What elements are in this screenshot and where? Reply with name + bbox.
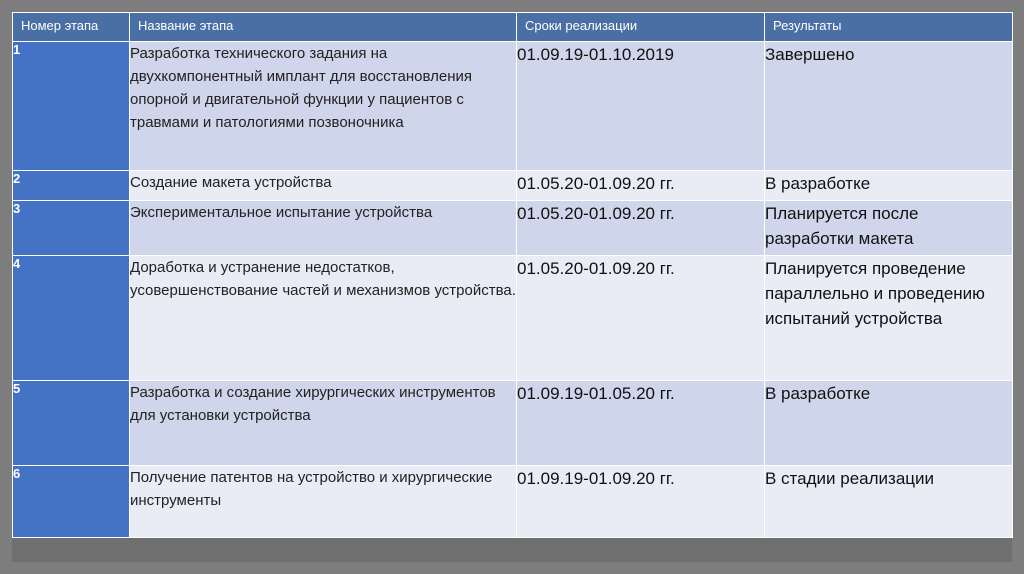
stage-number: 2 xyxy=(13,171,130,201)
stage-number: 6 xyxy=(13,466,130,538)
table-row xyxy=(13,466,1013,538)
stage-result: В разработке xyxy=(765,381,1013,466)
stage-result: В стадии реализации xyxy=(765,466,1013,538)
table-header-row xyxy=(13,13,1013,42)
stage-result: Планируется проведение параллельно и проведению испытаний устройства xyxy=(765,256,1013,381)
stage-name: Доработка и устранение недостатков, усовершенствование частей и механизмов устройства. xyxy=(130,256,517,381)
stage-number: 5 xyxy=(13,381,130,466)
stage-number: 1 xyxy=(13,42,130,171)
stage-timeline: 01.05.20-01.09.20 гг. xyxy=(517,256,765,381)
header-stage-name: Название этапа xyxy=(130,13,517,42)
table-row xyxy=(13,171,1013,201)
stage-result: Завершено xyxy=(765,42,1013,171)
stage-timeline: 01.05.20-01.09.20 гг. xyxy=(517,201,765,256)
stage-name: Разработка и создание хирургических инструментов для установки устройства xyxy=(130,381,517,466)
table-row xyxy=(13,201,1013,256)
table-row xyxy=(13,381,1013,466)
stage-result: В разработке xyxy=(765,171,1013,201)
stage-timeline: 01.09.19-01.09.20 гг. xyxy=(517,466,765,538)
stage-number: 4 xyxy=(13,256,130,381)
stage-timeline: 01.09.19-01.05.20 гг. xyxy=(517,381,765,466)
table-row xyxy=(13,256,1013,381)
header-stage-number: Номер этапа xyxy=(13,13,130,42)
stage-name: Получение патентов на устройство и хирургические инструменты xyxy=(130,466,517,538)
stage-name: Экспериментальное испытание устройства xyxy=(130,201,517,256)
stage-name: Разработка технического задания на двухкомпонентный имплант для восстановления опорной и двигательной функции у пациентов с травмами и патологиями позвоночника xyxy=(130,42,517,171)
table-row xyxy=(13,42,1013,171)
stages-table xyxy=(12,12,1013,538)
header-timeline: Сроки реализации xyxy=(517,13,765,42)
stage-timeline: 01.09.19-01.10.2019 xyxy=(517,42,765,171)
header-results: Результаты xyxy=(765,13,1013,42)
stage-timeline: 01.05.20-01.09.20 гг. xyxy=(517,171,765,201)
stage-number: 3 xyxy=(13,201,130,256)
stage-result: Планируется после разработки макета xyxy=(765,201,1013,256)
stage-name: Создание макета устройства xyxy=(130,171,517,201)
